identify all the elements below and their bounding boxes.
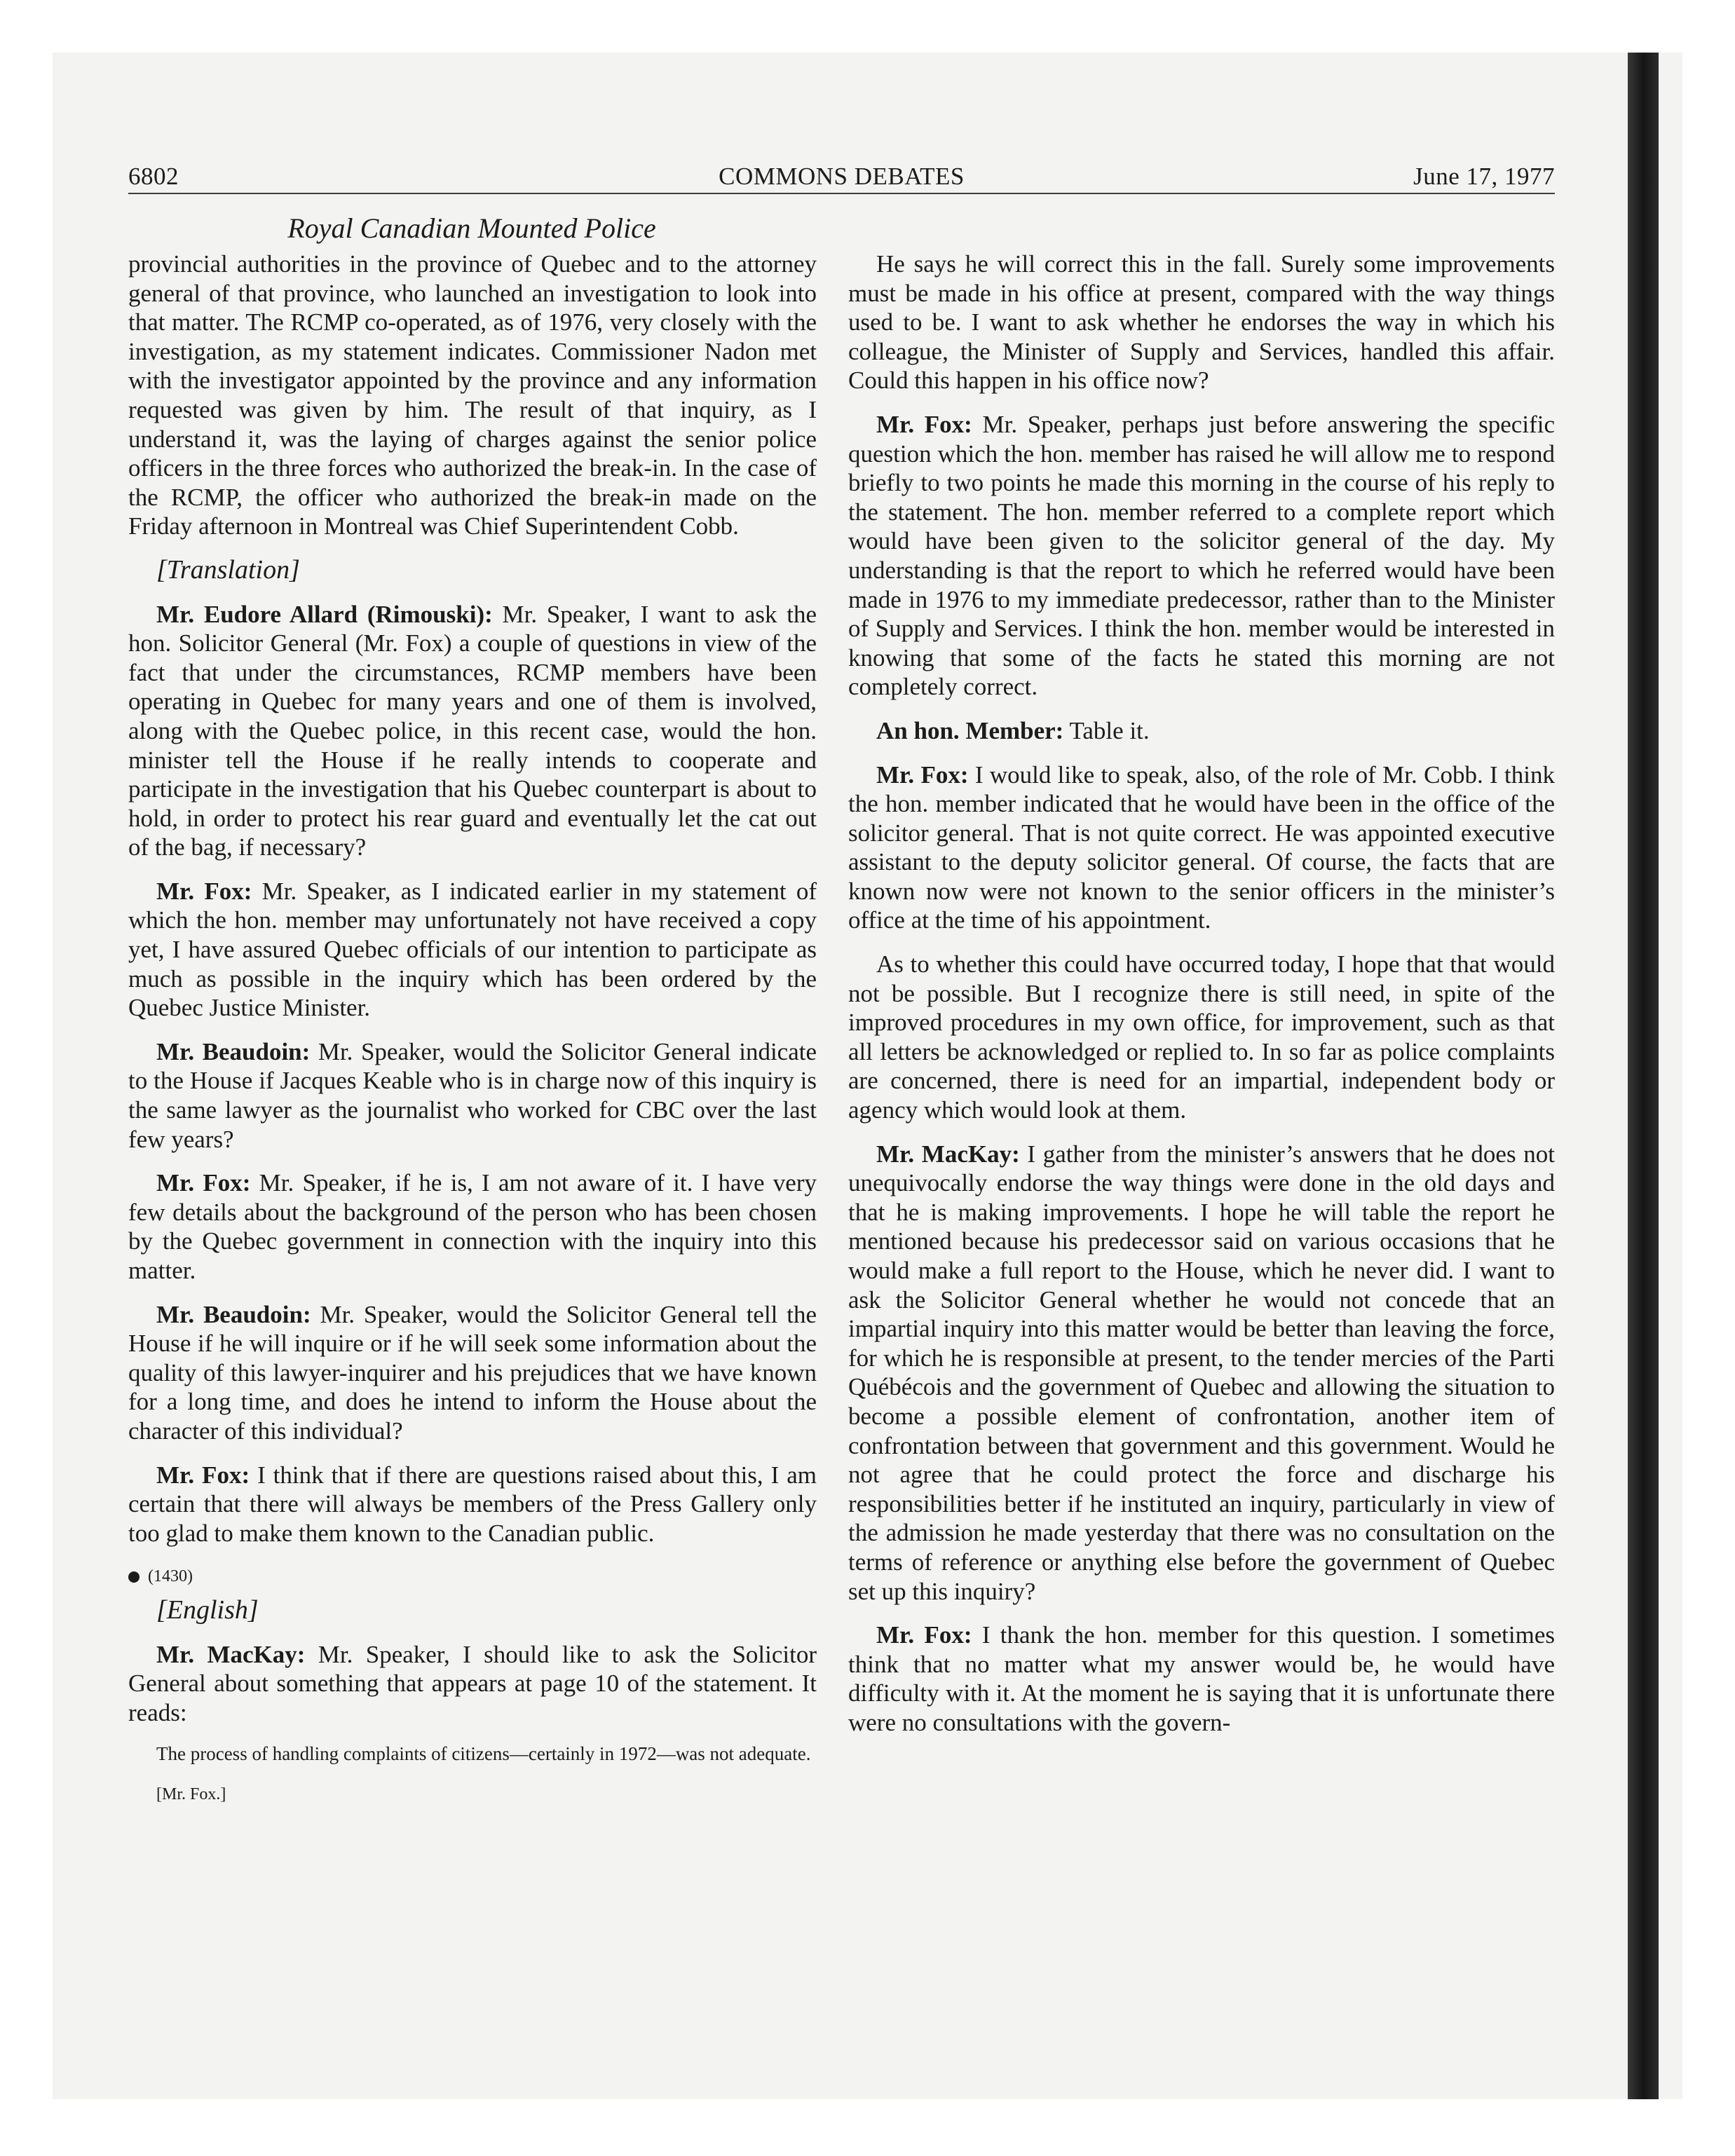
speech-text: Mr. Speaker, would the Solicitor General indicate to the House if Jacques Keable who is in charge now of this inquiry is the same lawyer as the journalist who worked for CBC over the last few years?	[128, 1037, 817, 1153]
paragraph	[128, 1037, 817, 1154]
header-date: June 17, 1977	[1413, 163, 1555, 190]
speaker-name: Mr. Fox:	[156, 1461, 250, 1489]
journal-title: COMMONS DEBATES	[719, 163, 965, 190]
speaker-name: Mr. Beaudoin:	[156, 1300, 311, 1328]
speech-text: I gather from the minister’s answers that he does not unequivocally endorse the way things were done in the old days and that he is making improvements. I hope he will table the report he mentioned because his predecessor said on various occasions that he would make a full report to the House, which he never did. I want to ask the Solicitor General whether he would not concede that an impartial inquiry into this matter would be better than leaving the force, for which he is responsible at present, to the tender mercies of the Parti Québécois and the government of Quebec and allowing the situation to become a possible element of confrontation, another item of confrontation between that government and this government. Would he not agree that he could protect the force and discharge his responsibilities better if he instituted an inquiry, particularly in view of the admission he made yesterday that there was no consultation on the terms of reference or anything else before the government of Quebec set up this inquiry?	[848, 1140, 1555, 1605]
paragraph: As to whether this could have occurred today, I hope that that would not be possible. But I recognize there is still need, in spite of the improved procedures in my own office, for improvement, such as that all letters be acknowledged or replied to. In so far as police complaints are concerned, there is need for an impartial, independent body or agency which would look at them.	[848, 950, 1555, 1124]
header-rule	[128, 193, 1555, 194]
language-marker: [English]	[156, 1595, 259, 1625]
speech-text: Mr. Speaker, would the Solicitor General tell the House if he will inquire or if he will seek some information about the quality of this lawyer-inquirer and his prejudices that we have known for a long time, and does he intend to inform the House about the character of this individual?	[128, 1300, 817, 1445]
speech-text: Mr. Speaker, as I indicated earlier in my statement of which the hon. member may unfortunately not have received a copy yet, I have assured Quebec officials of our intention to participate as much as possible in the inquiry which has been ordered by the Quebec Justice Minister.	[128, 877, 817, 1022]
page-number: 6802	[128, 163, 179, 190]
speech-text: I thank the hon. member for this question. I sometimes think that no matter what my answer would be, he would have difficulty with it. At the moment he is saying that it is unfortunate there were no consultations with the govern-	[848, 1621, 1555, 1736]
right-column	[848, 250, 1555, 1752]
time-marker-text: (1430)	[148, 1567, 193, 1586]
left-column	[128, 250, 817, 1810]
time-marker	[128, 1562, 817, 1592]
paragraph	[128, 1300, 817, 1446]
speaker-name: Mr. Fox:	[156, 1169, 251, 1197]
paragraph: provincial authorities in the province of Quebec and to the attorney general of that province, who launched an investigation to look into that matter. The RCMP co-operated, as of 1976, very closely with the investigation, as my statement indicates. Commissioner Nadon met with the investigator appointed by the province and any information requested was given by him. The result of that inquiry, as I understand it, was the laying of charges against the senior police officers in the three forces who authorized the break-in. In the case of the RCMP, the officer who authorized the break-in made on the Friday afternoon in Montreal was Chief Superintendent Cobb.	[128, 250, 817, 540]
speaker-reference: [Mr. Fox.]	[156, 1785, 226, 1804]
paragraph	[128, 1461, 817, 1548]
paragraph	[128, 1168, 817, 1285]
language-marker: [Translation]	[156, 554, 300, 585]
paragraph	[848, 716, 1555, 746]
paragraph	[848, 1140, 1555, 1606]
speech-text: Mr. Speaker, if he is, I am not aware of it. I have very few details about the background of the person who has been chosen by the Quebec government in connection with the inquiry into this matter.	[128, 1169, 817, 1284]
speech-text: Mr. Speaker, I should like to ask the Solicitor General about something that appears at page 10 of the statement. It reads:	[128, 1640, 817, 1726]
speaker-name: Mr. Eudore Allard (Rimouski):	[156, 600, 493, 628]
speaker-name: Mr. Fox:	[876, 760, 969, 789]
paragraph: He says he will correct this in the fall. Surely some improvements must be made in his office at present, compared with the way things used to be. I want to ask whether he endorses the way in which his colleague, the Minister of Supply and Services, handled this affair. Could this happen in his office now?	[848, 250, 1555, 395]
paragraph	[848, 410, 1555, 702]
speaker-name: Mr. MacKay:	[876, 1140, 1020, 1168]
speech-text: I would like to speak, also, of the role of Mr. Cobb. I think the hon. member indicated that he would have been in the office of the solicitor general. That is not quite correct. He was appointed executive assistant to the deputy solicitor general. Of course, the facts that are known now were not known to the senior officers in the minister’s office at the time of his appointment.	[848, 760, 1555, 934]
paragraph	[128, 1640, 817, 1728]
speech-text: Mr. Speaker, I want to ask the hon. Solicitor General (Mr. Fox) a couple of questions in view of the fact that under the circumstances, RCMP members have been operating in Quebec for many years and one of them is involved, along with the Quebec police, in this recent case, would the hon. minister tell the House if he really intends to cooperate and participate in the investigation that his Quebec counterpart is about to hold, in order to protect his rear guard and eventually let the cat out of the bag, if necessary?	[128, 600, 817, 861]
block-quote: The process of handling complaints of citizens—certainly in 1972—was not adequate.	[156, 1743, 811, 1765]
speech-text: I think that if there are questions raised about this, I am certain that there will always be members of the Press Gallery only too glad to make them known to the Canadian public.	[128, 1461, 817, 1547]
speaker-name: Mr. Beaudoin:	[156, 1037, 311, 1065]
paragraph	[128, 600, 817, 862]
paragraph	[128, 877, 817, 1023]
speech-text: Table it.	[1063, 716, 1150, 744]
speaker-name: Mr. Fox:	[876, 1621, 972, 1649]
paragraph	[848, 1621, 1555, 1737]
bullet-icon	[128, 1571, 140, 1583]
paragraph	[848, 760, 1555, 936]
binding-edge	[1628, 53, 1659, 2099]
section-title: Royal Canadian Mounted Police	[287, 212, 656, 244]
speaker-name: Mr. Fox:	[876, 410, 972, 438]
speaker-name: Mr. MacKay:	[156, 1640, 306, 1668]
speaker-name: An hon. Member:	[876, 716, 1064, 744]
speaker-name: Mr. Fox:	[156, 877, 252, 905]
speech-text: Mr. Speaker, perhaps just before answering the specific question which the hon. member has raised he will allow me to respond briefly to two points he made this morning in the course of his reply to the statement. The hon. member referred to a complete report which would have been given to the solicitor general of the day. My understanding is that the report to which he referred would have been made in 1976 to my immediate predecessor, rather than to the Minister of Supply and Services. I think the hon. member would be interested in knowing that some of the facts he stated this morning are not completely correct.	[848, 410, 1555, 701]
